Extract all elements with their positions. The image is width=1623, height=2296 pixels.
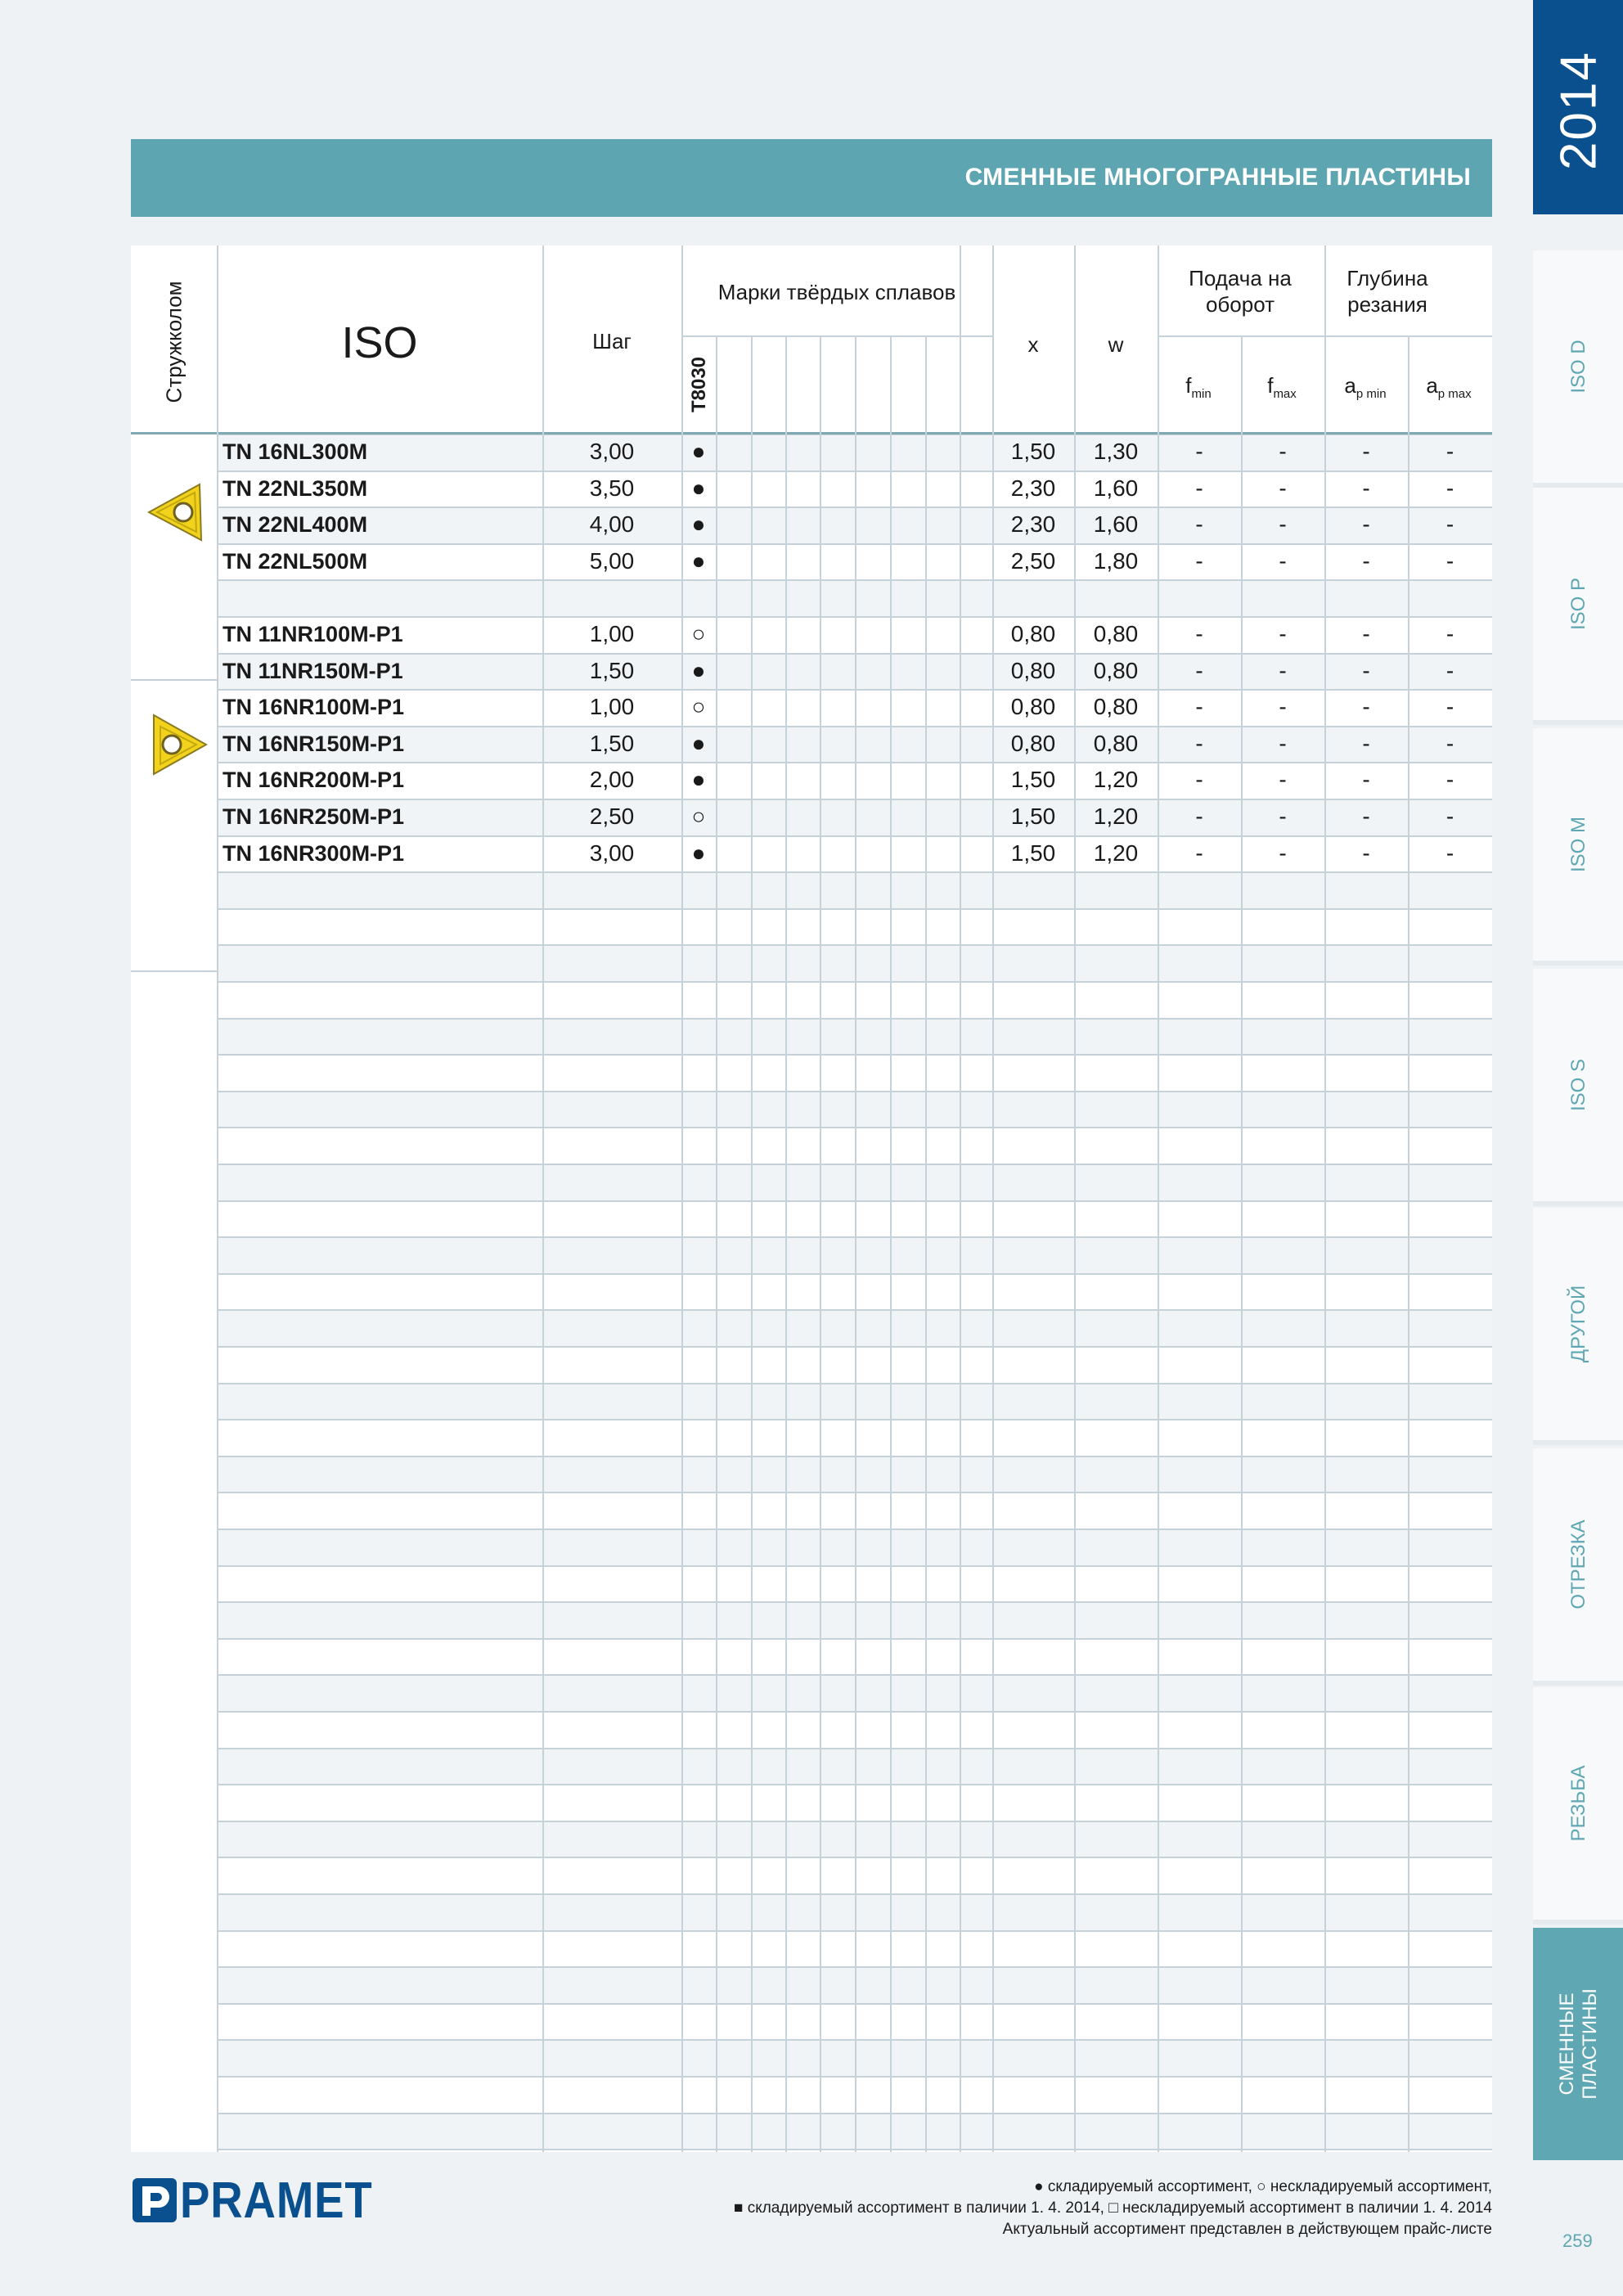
header-feed: Подача на оборот <box>1189 266 1292 317</box>
cell-w: 1,20 <box>1093 767 1139 793</box>
cell-apmin: - <box>1362 730 1370 756</box>
cell-apmin: - <box>1362 767 1370 793</box>
cell-w: 0,80 <box>1093 694 1139 720</box>
cell-apmax: - <box>1445 730 1454 756</box>
cell-fmax: - <box>1279 511 1287 538</box>
table-row <box>131 835 1492 872</box>
tab-label: РЕЗЬБА <box>1567 1765 1589 1842</box>
year-tab <box>1533 0 1623 214</box>
tab-iso-p[interactable] <box>1533 488 1623 725</box>
header-depth: Глубина резания <box>1347 266 1428 317</box>
cell-iso: TN 16NR200M-P1 <box>223 768 405 793</box>
cell-pitch: 2,50 <box>589 804 635 829</box>
column-divider <box>1241 335 1243 2152</box>
cell-x: 1,50 <box>1010 840 1056 866</box>
cell-apmin: - <box>1362 475 1370 501</box>
year-label: 2014 <box>1550 51 1607 170</box>
header-ap-min: $a_{p min}$ <box>1344 373 1387 402</box>
cell-fmin: - <box>1195 804 1203 829</box>
cell-w: 1,80 <box>1093 547 1139 574</box>
cell-w: 1,60 <box>1093 511 1139 538</box>
cell-w: 1,30 <box>1093 439 1139 464</box>
cell-fmax: - <box>1279 439 1287 464</box>
cell-w: 0,80 <box>1093 730 1139 756</box>
legend-line-3: Актуальный ассортимент представлен в действующем прайс-листе <box>1002 2221 1492 2238</box>
cell-apmax: - <box>1445 657 1454 683</box>
tab-label: ISO M <box>1567 816 1589 873</box>
cell-t8030: ● <box>691 657 706 683</box>
column-divider <box>785 335 787 2152</box>
cell-fmax: - <box>1279 547 1287 574</box>
cell-apmax: - <box>1445 694 1454 720</box>
section-tabs <box>1533 0 1623 2296</box>
cell-pitch: 5,00 <box>589 547 635 574</box>
header-f-max: $f_{max}$ <box>1267 373 1297 402</box>
cell-pitch: 2,00 <box>589 767 635 793</box>
cell-fmax: - <box>1279 804 1287 829</box>
table-row <box>131 616 1492 653</box>
cell-pitch: 4,00 <box>589 511 635 538</box>
table-row <box>131 506 1492 543</box>
column-divider <box>751 335 753 2152</box>
cell-fmin: - <box>1195 694 1203 720</box>
table-row <box>131 799 1492 835</box>
cell-apmax: - <box>1445 840 1454 866</box>
tab-label: ISO S <box>1567 1058 1589 1112</box>
header-w: w <box>1108 332 1124 357</box>
cell-x: 1,50 <box>1010 804 1056 829</box>
header-grades: Марки твёрдых сплавов <box>717 280 956 304</box>
cell-apmin: - <box>1362 694 1370 720</box>
cell-apmin: - <box>1362 439 1370 464</box>
cell-fmin: - <box>1195 840 1203 866</box>
tab-label: СМЕННЫЕ ПЛАСТИНЫ <box>1556 1988 1601 2100</box>
cell-x: 2,50 <box>1010 547 1056 574</box>
cell-t8030: ● <box>691 439 706 464</box>
cell-iso: TN 16NR300M-P1 <box>223 840 405 866</box>
tab-inserts[interactable] <box>1533 1928 1623 2160</box>
column-divider <box>820 335 821 2152</box>
table-row <box>131 470 1492 507</box>
header-divider <box>681 335 992 337</box>
column-divider <box>890 335 892 2152</box>
cell-fmax: - <box>1279 840 1287 866</box>
cell-iso: TN 22NL400M <box>223 512 368 538</box>
cell-apmax: - <box>1445 621 1454 646</box>
cell-x: 1,50 <box>1010 767 1056 793</box>
cell-t8030: ● <box>691 730 706 756</box>
cell-fmin: - <box>1195 511 1203 538</box>
cell-iso: TN 16NR100M-P1 <box>223 695 405 720</box>
cell-apmin: - <box>1362 657 1370 683</box>
header-iso: ISO <box>341 318 418 367</box>
cell-pitch: 1,50 <box>589 730 635 756</box>
page-header-banner <box>131 139 1492 217</box>
cell-t8030: ● <box>691 475 706 501</box>
cell-pitch: 1,00 <box>589 694 635 720</box>
cell-iso: TN 16NR150M-P1 <box>223 731 405 756</box>
column-divider <box>925 335 927 2152</box>
tab-iso-m[interactable] <box>1533 728 1623 966</box>
tab-iso-d[interactable] <box>1533 250 1623 488</box>
header-x: x <box>1027 332 1039 357</box>
cell-t8030: ● <box>691 511 706 538</box>
cell-t8030: ○ <box>691 694 706 720</box>
tab-iso-s[interactable] <box>1533 969 1623 1206</box>
cell-fmax: - <box>1279 694 1287 720</box>
tab-other[interactable] <box>1533 1208 1623 1445</box>
cell-fmin: - <box>1195 767 1203 793</box>
table-row <box>131 762 1492 799</box>
table-row <box>131 543 1492 580</box>
cell-t8030: ○ <box>691 621 706 646</box>
table-row <box>131 689 1492 726</box>
tab-label: ОТРЕЗКА <box>1567 1519 1589 1609</box>
cell-iso: TN 22NL350M <box>223 475 368 501</box>
brand-name: PRAMET <box>180 2172 373 2229</box>
column-divider <box>855 335 856 2152</box>
tab-label: ДРУГОЙ <box>1567 1285 1589 1363</box>
table-row <box>131 726 1492 763</box>
cell-apmax: - <box>1445 475 1454 501</box>
table-row <box>131 434 1492 470</box>
header-ap-max: $a_{p max}$ <box>1426 373 1472 402</box>
cell-fmax: - <box>1279 767 1287 793</box>
cell-x: 2,30 <box>1010 511 1056 538</box>
page-number: 259 <box>1562 2231 1593 2251</box>
cell-fmin: - <box>1195 475 1203 501</box>
page-title: СМЕННЫЕ МНОГОГРАННЫЕ ПЛАСТИНЫ <box>964 164 1471 191</box>
cell-fmin: - <box>1195 657 1203 683</box>
cell-apmin: - <box>1362 621 1370 646</box>
cell-t8030: ● <box>691 767 706 793</box>
cell-pitch: 3,50 <box>589 475 635 501</box>
inserts-table: Стружколом ISO Шаг Марки твёрдых сплавов T8030 x w Подача на оборот Глубина резания $f_{min}$ $f_{max}$ $a_{p min}$ $a_{p max}$ TN 16NL300M 3,00 ● 1,50 1,30 - - - - TN 22NL350M 3,50 ● 2,30 1,60 - - - - TN 22NL400M 4,00 ● 2,30 1,60 - - - - TN 22NL500M 5,00 ● 2,50 1,80 - - - - TN 11NR100M-P1 1,00 ○ 0,80 0,80 - - - - TN 11NR150M-P1 1,50 ● 0,80 0,80 - - - - TN 16NR100M-P1 1,00 ○ 0,80 0,80 - - - - TN 16NR150M-P1 1,50 ● 0,80 0,80 - - - - TN 16NR200M-P1 2,00 ● 1,50 1,20 - - - - TN 16NR250M-P1 2,50 ○ 1,50 1,20 - - - - TN 16NR300M-P1 3,00 ● 1,50 1,20 - - - - <box>131 245 1492 2152</box>
header-divider <box>131 970 217 972</box>
cell-apmax: - <box>1445 511 1454 538</box>
cell-apmin: - <box>1362 511 1370 538</box>
tab-label: ISO D <box>1567 340 1589 394</box>
cell-t8030: ● <box>691 840 706 866</box>
cell-pitch: 1,50 <box>589 657 635 683</box>
header-f-min: $f_{min}$ <box>1185 373 1212 402</box>
cell-apmax: - <box>1445 439 1454 464</box>
cell-t8030: ○ <box>691 804 706 829</box>
cell-x: 1,50 <box>1010 439 1056 464</box>
cell-w: 0,80 <box>1093 621 1139 646</box>
cell-apmin: - <box>1362 804 1370 829</box>
cell-w: 1,20 <box>1093 840 1139 866</box>
cell-iso: TN 11NR100M-P1 <box>223 622 403 646</box>
cell-apmax: - <box>1445 547 1454 574</box>
cell-fmax: - <box>1279 475 1287 501</box>
cell-pitch: 1,00 <box>589 621 635 646</box>
cell-w: 0,80 <box>1093 657 1139 683</box>
cell-iso: TN 22NL500M <box>223 548 368 574</box>
tab-label: ISO P <box>1567 577 1589 631</box>
cell-x: 0,80 <box>1010 621 1056 646</box>
cell-iso: TN 16NL300M <box>223 439 368 464</box>
cell-t8030: ● <box>691 547 706 574</box>
cell-x: 0,80 <box>1010 657 1056 683</box>
cell-fmax: - <box>1279 730 1287 756</box>
cell-fmin: - <box>1195 621 1203 646</box>
cell-w: 1,60 <box>1093 475 1139 501</box>
column-divider <box>716 335 717 2152</box>
cell-x: 0,80 <box>1010 730 1056 756</box>
table-row <box>131 653 1492 690</box>
legend-line-1: ● складируемый ассортимент, ○ нескладируемый ассортимент, <box>1034 2178 1492 2195</box>
cell-apmax: - <box>1445 767 1454 793</box>
cell-fmax: - <box>1279 657 1287 683</box>
cell-pitch: 3,00 <box>589 439 635 464</box>
cell-apmin: - <box>1362 840 1370 866</box>
cell-x: 0,80 <box>1010 694 1056 720</box>
cell-x: 2,30 <box>1010 475 1056 501</box>
cell-iso: TN 16NR250M-P1 <box>223 804 405 829</box>
tab-parting[interactable] <box>1533 1448 1623 1686</box>
column-divider <box>1408 335 1409 2152</box>
legend-line-2: ■ складируемый ассортимент в паличии 1. 4. 2014, □ нескладируемый ассортимент в паличии 1. 4. 2014 <box>733 2199 1492 2217</box>
cell-apmin: - <box>1362 547 1370 574</box>
cell-apmax: - <box>1445 804 1454 829</box>
pramet-logo-icon <box>131 2177 178 2224</box>
cell-w: 1,20 <box>1093 804 1139 829</box>
cell-iso: TN 11NR150M-P1 <box>223 658 403 683</box>
cell-fmin: - <box>1195 730 1203 756</box>
cell-fmin: - <box>1195 439 1203 464</box>
tab-threading[interactable] <box>1533 1687 1623 1925</box>
cell-pitch: 3,00 <box>589 840 635 866</box>
header-pitch: Шаг <box>592 329 632 353</box>
cell-fmin: - <box>1195 547 1203 574</box>
cell-fmax: - <box>1279 621 1287 646</box>
